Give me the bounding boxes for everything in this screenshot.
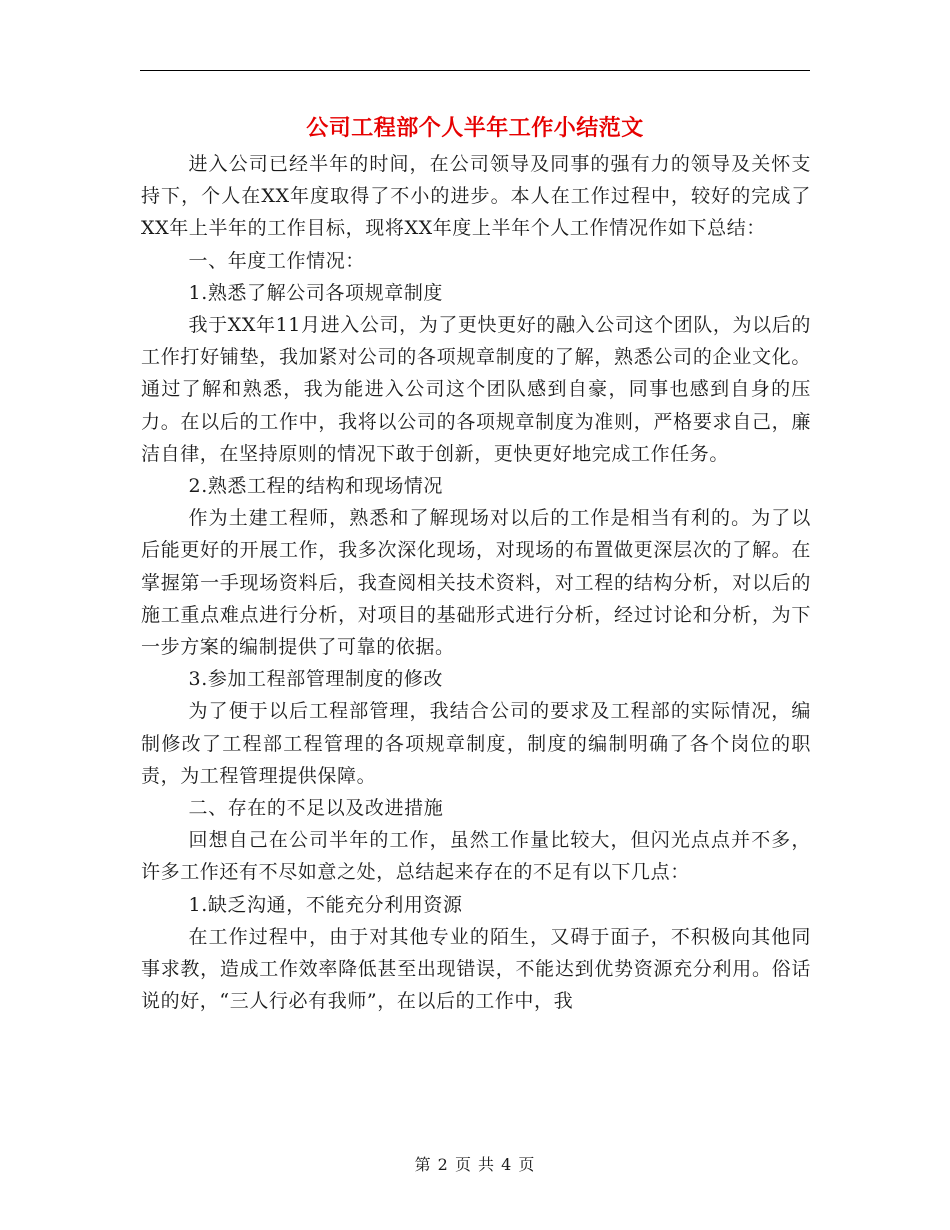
section-heading: 1.缺乏沟通，不能充分利用资源 [188,893,463,916]
body-paragraph: 我于XX年11月进入公司，为了更快更好的融入公司这个团队，为以后的工作打好铺垫，我加紧对公司的各项规章制度的了解，熟悉公司的企业文化。通过了解和熟悉，我为能进入公司这个团队感到自豪，同事也感到自身的压力。在以后的工作中，我将以公司的各项规章制度为准则，严格要求自己，廉洁自律，在坚持原则的情况下敢于创新，更快更好地完成工作任务。 [141,314,811,465]
page-footer: 第 2 页 共 4 页 [414,1155,536,1174]
body-paragraph: 在工作过程中，由于对其他专业的陌生，又碍于面子，不积极向其他同事求教，造成工作效率降低甚至出现错误，不能达到优势资源充分利用。俗话说的好，“三人行必有我师”，在以后的工作中，我 [141,925,811,1013]
body-paragraph: 进入公司已经半年的时间，在公司领导及同事的强有力的领导及关怀支持下，个人在XX年度取得了不小的进步。本人在工作过程中，较好的完成了XX年上半年的工作目标，现将XX年度上半年个人工作情况作如下总结： [141,153,811,240]
header-rule [140,70,810,71]
body-paragraph: 作为土建工程师，熟悉和了解现场对以后的工作是相当有利的。为了以后能更好的开展工作，我多次深化现场，对现场的布置做更深层次的了解。在掌握第一手现场资料后，我查阅相关技术资料，对工程的结构分析，对以后的施工重点难点进行分析，对项目的基础形式进行分析，经过讨论和分析，为下一步方案的编制提供了可靠的依据。 [141,507,811,659]
body-paragraph: 为了便于以后工程部管理，我结合公司的要求及工程部的实际情况，编制修改了工程部工程管理的各项规章制度，制度的编制明确了各个岗位的职责，为工程管理提供保障。 [141,700,811,787]
document-title: 公司工程部个人半年工作小结范文 [306,115,644,141]
section-heading: 3.参加工程部管理制度的修改 [188,668,444,691]
section-heading: 1.熟悉了解公司各项规章制度 [188,281,444,304]
section-heading: 二、存在的不足以及改进措施 [188,797,444,820]
body-paragraph: 回想自己在公司半年的工作，虽然工作量比较大，但闪光点点并不多，许多工作还有不尽如意之处，总结起来存在的不足有以下几点： [141,829,811,884]
section-heading: 2.熟悉工程的结构和现场情况 [188,475,444,498]
document-body [141,148,811,1017]
section-heading: 一、年度工作情况： [188,249,365,272]
